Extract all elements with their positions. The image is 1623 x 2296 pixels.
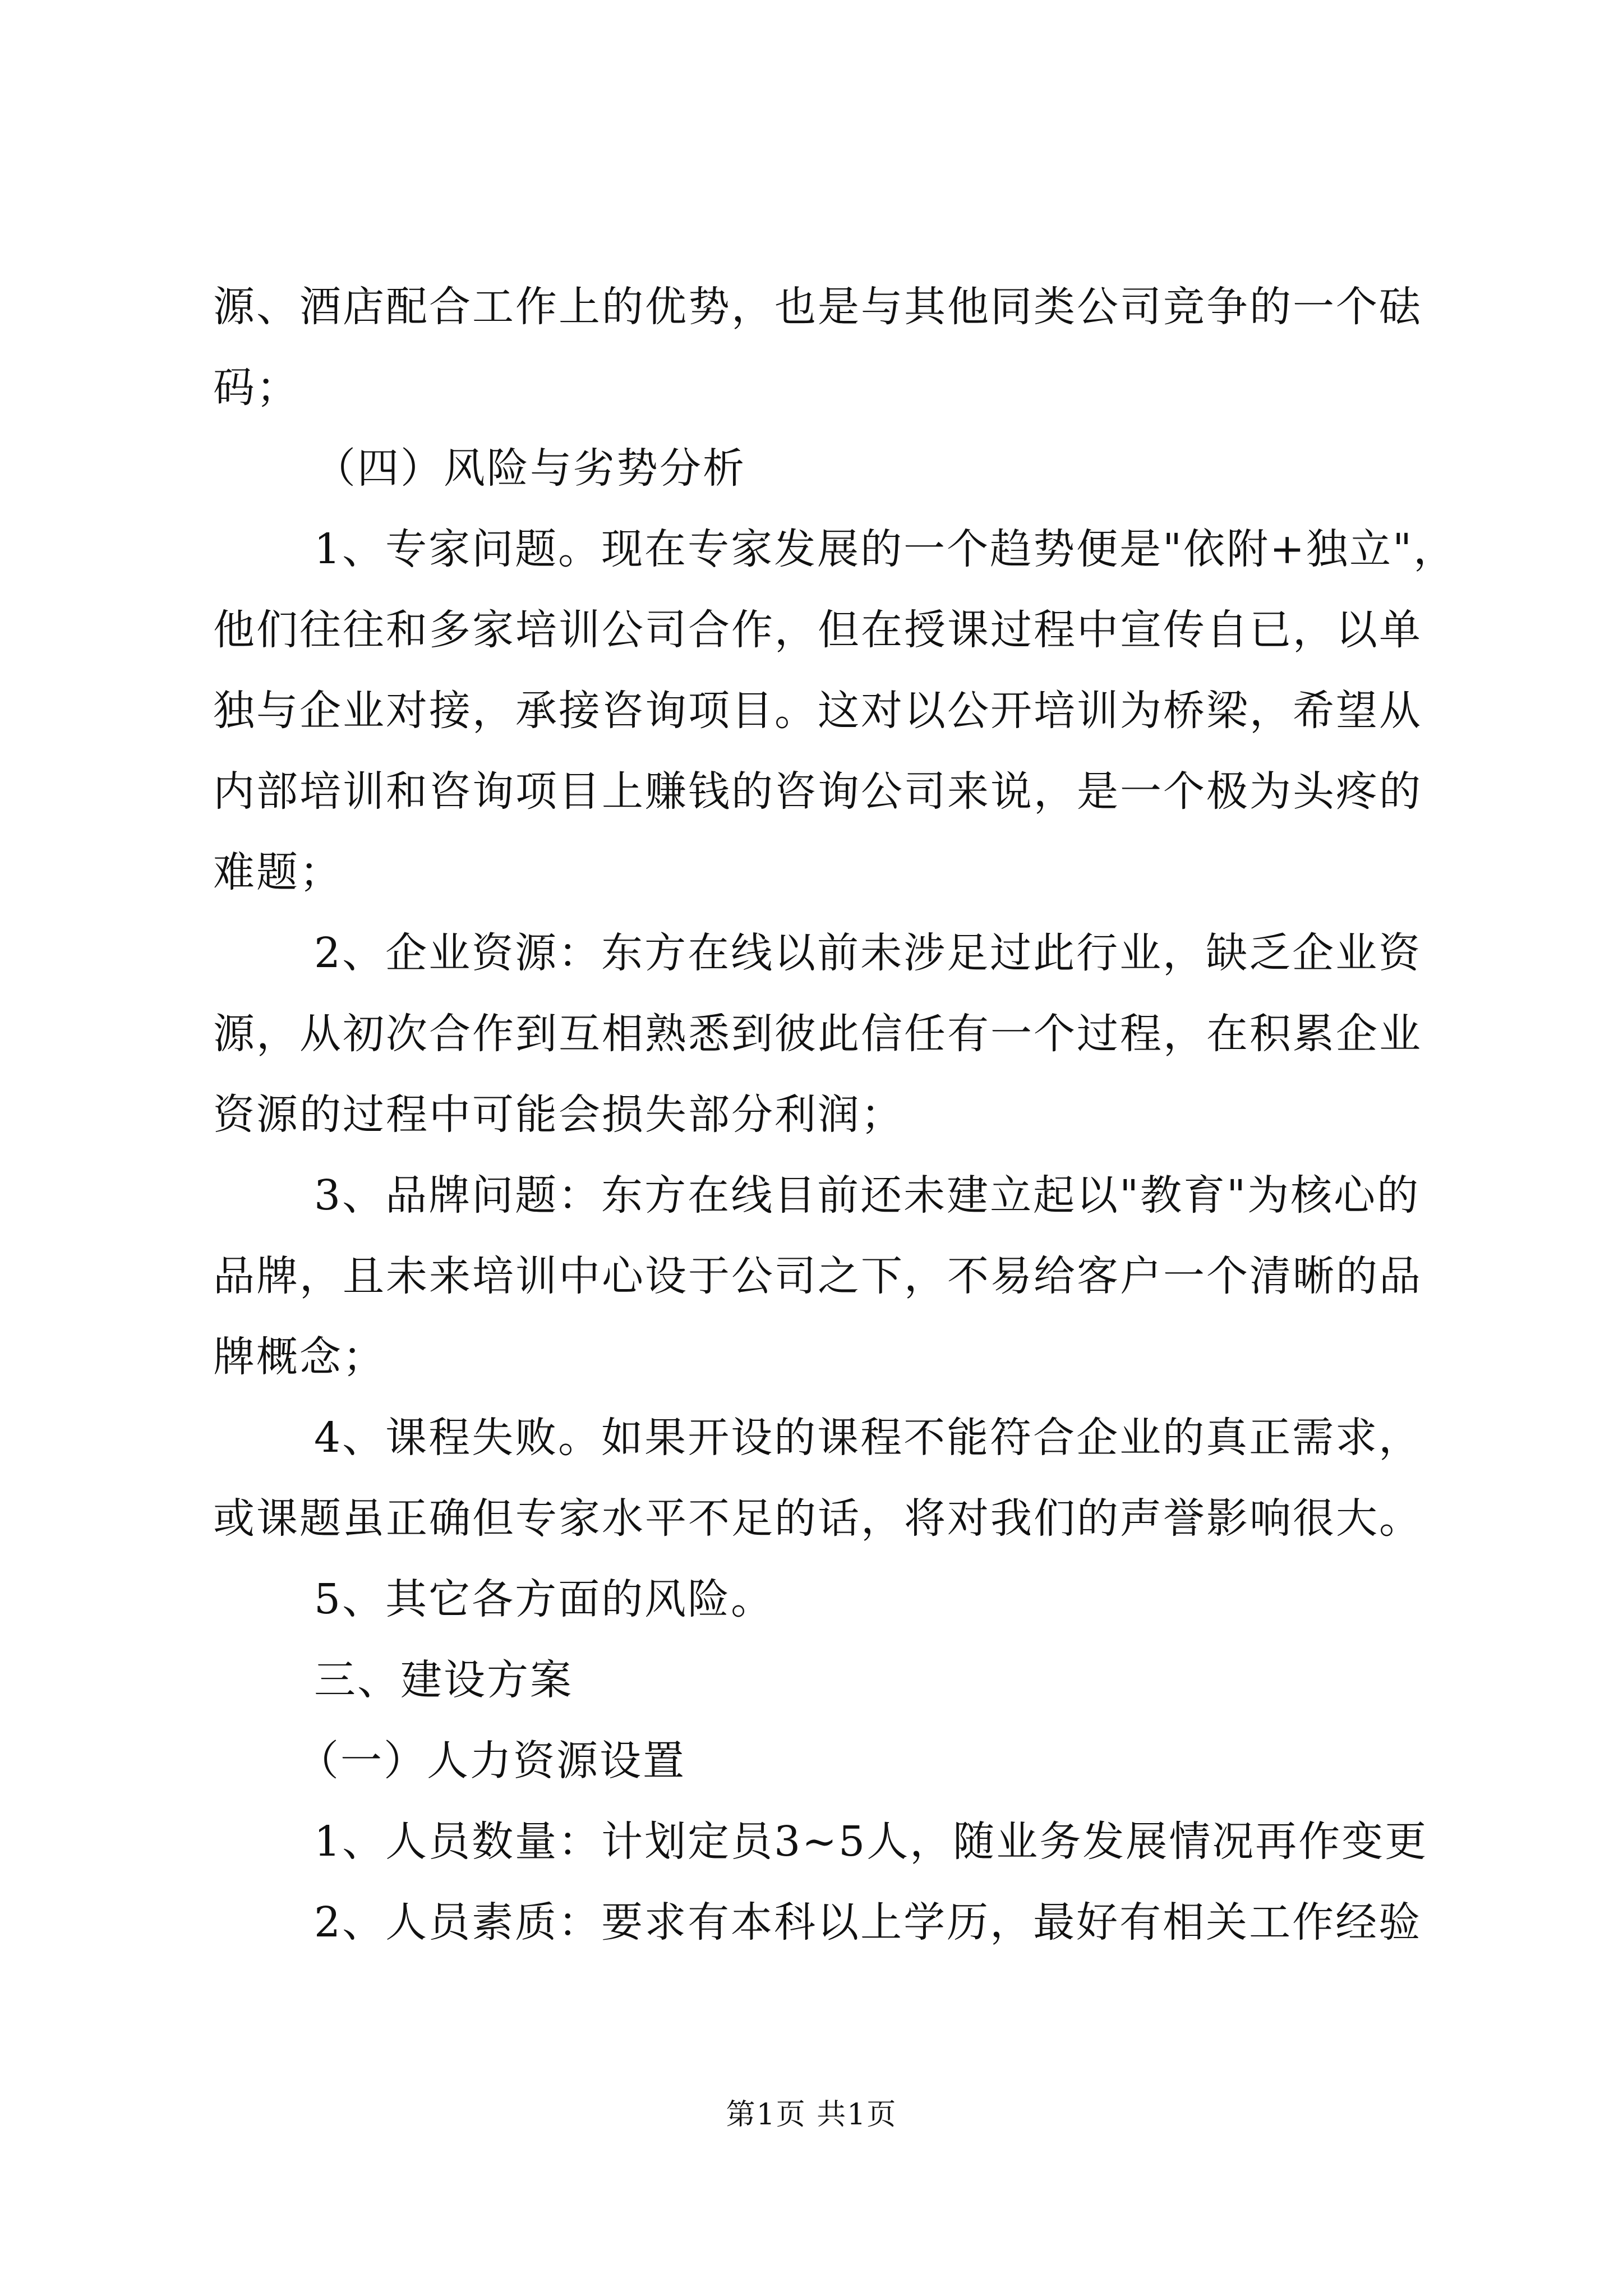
paragraph-line: 资源的过程中可能会损失部分利润； <box>213 1091 904 1139</box>
paragraph-line: 独与企业对接，承接咨询项目。这对以公开培训为桥梁，希望从 <box>213 687 1422 735</box>
paragraph-line: 1、专家问题。现在专家发展的一个趋势便是"依附+独立"， <box>314 525 1457 573</box>
document-body <box>213 266 1457 1963</box>
paragraph-line: 牌概念； <box>213 1333 386 1381</box>
section-heading: 三、建设方案 <box>314 1656 573 1704</box>
paragraph-line: 难题； <box>213 848 343 896</box>
paragraph-line: 码； <box>213 364 299 412</box>
paragraph-line: 或课题虽正确但专家水平不足的话，将对我们的声誉影响很大。 <box>213 1494 1422 1543</box>
paragraph-line: 2、人员素质：要求有本科以上学历，最好有相关工作经验 <box>314 1898 1422 1947</box>
paragraph-line: 4、课程失败。如果开设的课程不能符合企业的真正需求， <box>314 1414 1422 1462</box>
section-heading: （一）人力资源设置 <box>297 1737 686 1785</box>
paragraph-line: 他们往往和多家培训公司合作，但在授课过程中宣传自已，以单 <box>213 606 1422 654</box>
page-footer: 第1页 共1页 <box>726 2098 897 2132</box>
paragraph-line: 源、酒店配合工作上的优势，也是与其他同类公司竞争的一个砝 <box>213 283 1422 331</box>
paragraph-line: 品牌，且未来培训中心设于公司之下，不易给客户一个清晰的品 <box>213 1252 1422 1300</box>
paragraph-line: 内部培训和咨询项目上赚钱的咨询公司来说，是一个极为头疼的 <box>213 767 1422 816</box>
paragraph-line: 5、其它各方面的风险。 <box>314 1575 774 1623</box>
paragraph-line: 1、人员数量：计划定员3~5人，随业务发展情况再作变更 <box>314 1818 1428 1866</box>
paragraph-line: 3、品牌问题：东方在线目前还未建立起以"教育"为核心的 <box>314 1171 1421 1220</box>
paragraph-line: 源，从初次合作到互相熟悉到彼此信任有一个过程，在积累企业 <box>213 1010 1422 1058</box>
section-heading: （四）风险与劣势分析 <box>314 444 746 493</box>
paragraph-line: 2、企业资源：东方在线以前未涉足过此行业，缺乏企业资 <box>314 929 1422 977</box>
